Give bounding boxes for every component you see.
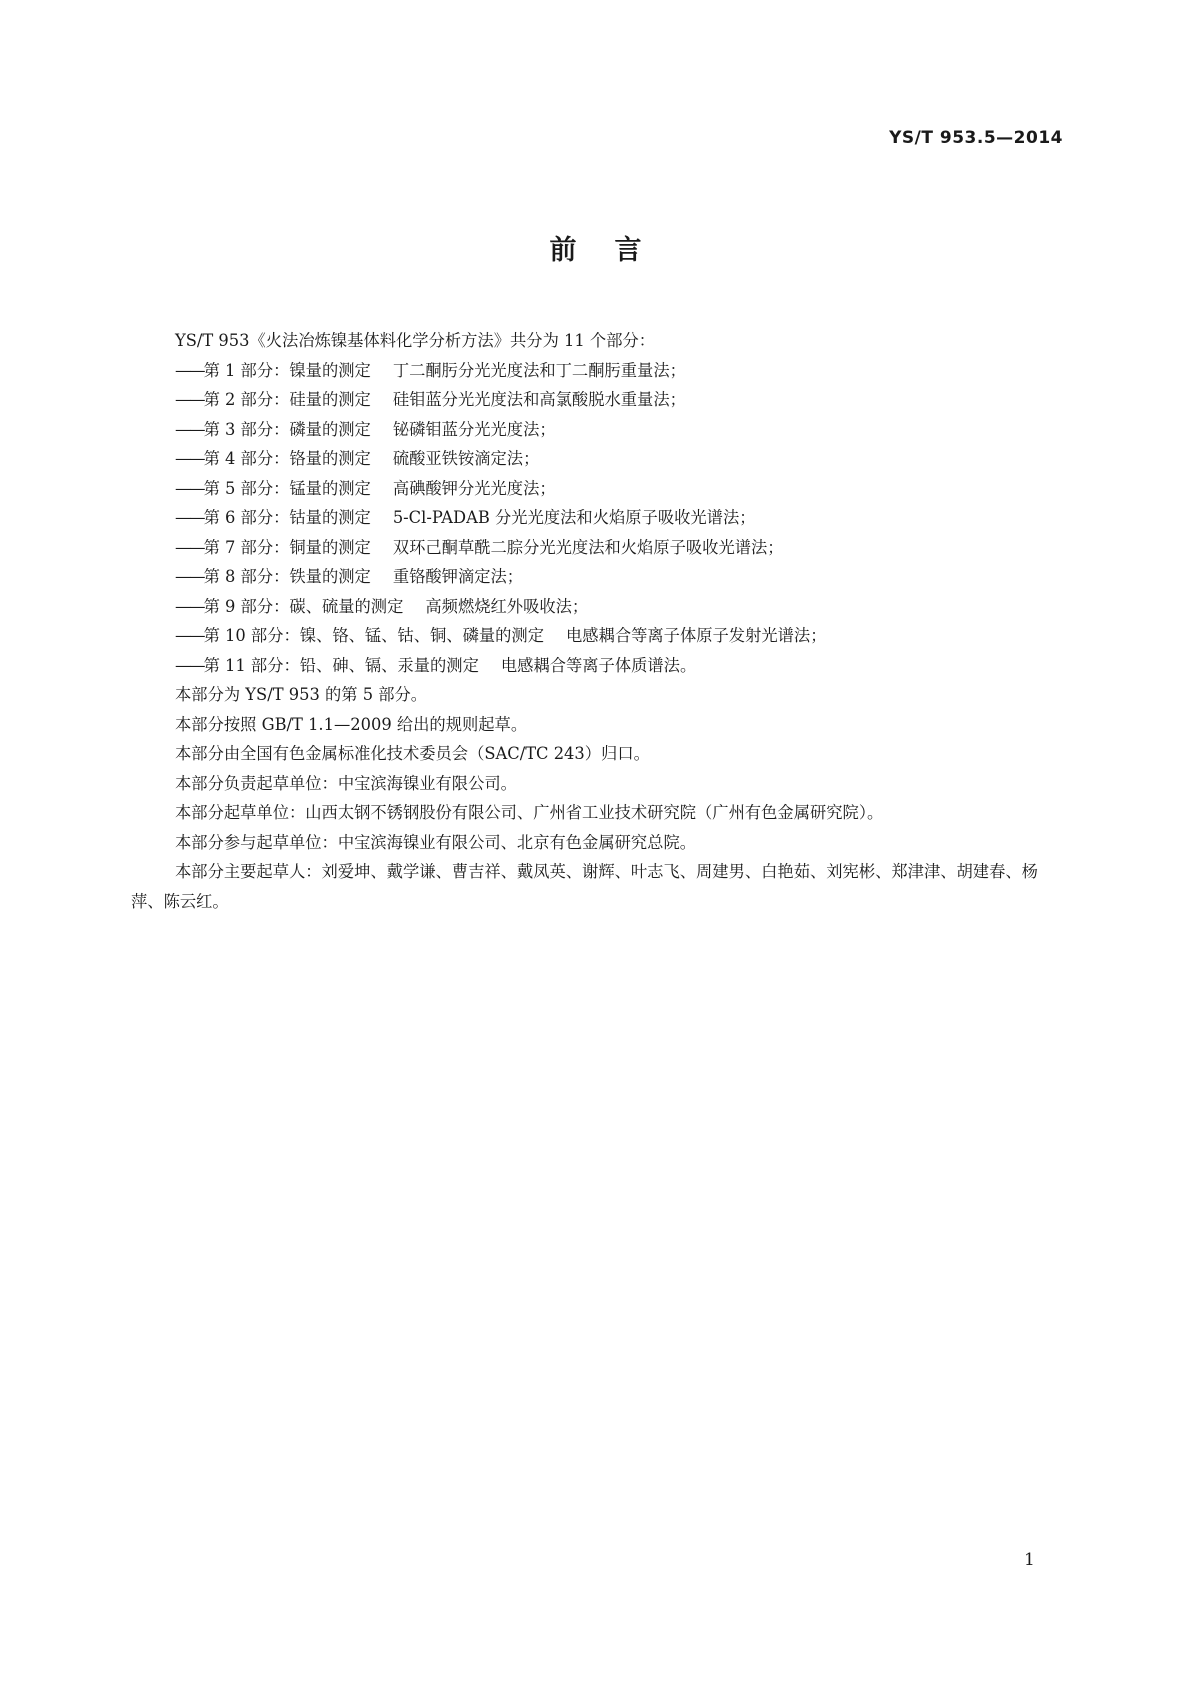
responsible-committee: 本部分由全国有色金属标准化技术委员会（SAC/TC 243）归口。 <box>175 744 650 763</box>
part-label: 第 5 部分：锰量的测定 <box>203 478 371 498</box>
document-body <box>131 326 1066 916</box>
part-label: 第 3 部分：磷量的测定 <box>203 419 371 439</box>
standard-number: YS/T 953.5—2014 <box>889 128 1063 148</box>
part-method: 电感耦合等离子体原子发射光谱法； <box>565 626 827 645</box>
part-label: 第 7 部分：铜量的测定 <box>203 537 371 557</box>
part-item: ——第 7 部分：铜量的测定 双环己酮草酰二腙分光光度法和火焰原子吸收光谱法； <box>175 537 784 557</box>
page-title: 前言 <box>549 235 680 266</box>
part-label: 第 11 部分：铅、砷、镉、汞量的测定 <box>203 655 479 675</box>
part-label: 第 8 部分：铁量的测定 <box>203 567 371 586</box>
part-method: 丁二酮肟分光光度法和丁二酮肟重量法； <box>392 360 686 380</box>
intro-paragraph: YS/T 953《火法冶炼镍基体料化学分析方法》共分为 11 个部分： <box>175 331 656 350</box>
drafting-rules: 本部分按照 GB/T 1.1—2009 给出的规则起草。 <box>175 714 528 734</box>
part-item: ——第 5 部分：锰量的测定 高碘酸钾分光光度法； <box>175 478 556 498</box>
participating-units: 本部分参与起草单位：中宝滨海镍业有限公司、北京有色金属研究总院。 <box>175 832 697 852</box>
part-item: ——第 4 部分：铬量的测定 硫酸亚铁铵滴定法； <box>175 449 540 468</box>
part-item: ——第 3 部分：磷量的测定 铋磷钼蓝分光光度法； <box>175 419 556 439</box>
part-method: 双环己酮草酰二腙分光光度法和火焰原子吸收光谱法； <box>392 537 784 557</box>
part-method: 高频燃烧红外吸收法； <box>425 596 589 616</box>
part-label: 第 4 部分：铬量的测定 <box>203 449 371 468</box>
part-label: 第 10 部分：镍、铬、锰、钴、铜、磷量的测定 <box>203 626 544 645</box>
part-method: 高碘酸钾分光光度法； <box>392 478 556 498</box>
part-label: 第 2 部分：硅量的测定 <box>203 390 371 409</box>
part-method: 硫酸亚铁铵滴定法； <box>392 449 540 468</box>
part-method: 重铬酸钾滴定法； <box>392 567 524 586</box>
part-method: 5-Cl-PADAB 分光光度法和火焰原子吸收光谱法； <box>392 508 756 527</box>
main-drafters: 本部分主要起草人：刘爱坤、戴学谦、曹吉祥、戴凤英、谢辉、叶志飞、周建男、白艳茹、刘宪彬、郑津津、胡建春、杨萍、陈云红。 <box>131 862 1038 911</box>
part-item: ——第 11 部分：铅、砷、镉、汞量的测定 电感耦合等离子体质谱法。 <box>175 655 697 675</box>
part-label: 第 6 部分：钴量的测定 <box>203 508 371 527</box>
part-method: 硅钼蓝分光光度法和高氯酸脱水重量法； <box>392 390 686 409</box>
parts-list <box>131 356 1066 681</box>
part-item: ——第 8 部分：铁量的测定 重铬酸钾滴定法； <box>175 567 524 586</box>
lead-drafting-unit: 本部分负责起草单位：中宝滨海镍业有限公司。 <box>175 773 517 793</box>
part-item: ——第 9 部分：碳、硫量的测定 高频燃烧红外吸收法； <box>175 596 589 616</box>
part-method: 铋磷钼蓝分光光度法； <box>392 419 556 439</box>
part-label: 第 1 部分：镍量的测定 <box>203 360 371 380</box>
part-item: ——第 1 部分：镍量的测定 丁二酮肟分光光度法和丁二酮肟重量法； <box>175 360 686 380</box>
part-item: ——第 2 部分：硅量的测定 硅钼蓝分光光度法和高氯酸脱水重量法； <box>175 390 686 409</box>
page-number: 1 <box>1024 1550 1035 1570</box>
part-designation: 本部分为 YS/T 953 的第 5 部分。 <box>175 685 428 704</box>
part-label: 第 9 部分：碳、硫量的测定 <box>203 596 404 616</box>
drafting-units: 本部分起草单位：山西太钢不锈钢股份有限公司、广州省工业技术研究院（广州有色金属研究院）。 <box>175 803 884 822</box>
part-item: ——第 10 部分：镍、铬、锰、钴、铜、磷量的测定 电感耦合等离子体原子发射光谱法； <box>175 626 827 645</box>
part-method: 电感耦合等离子体质谱法。 <box>500 655 697 675</box>
part-item: ——第 6 部分：钴量的测定 5-Cl-PADAB 分光光度法和火焰原子吸收光谱法； <box>175 508 756 527</box>
